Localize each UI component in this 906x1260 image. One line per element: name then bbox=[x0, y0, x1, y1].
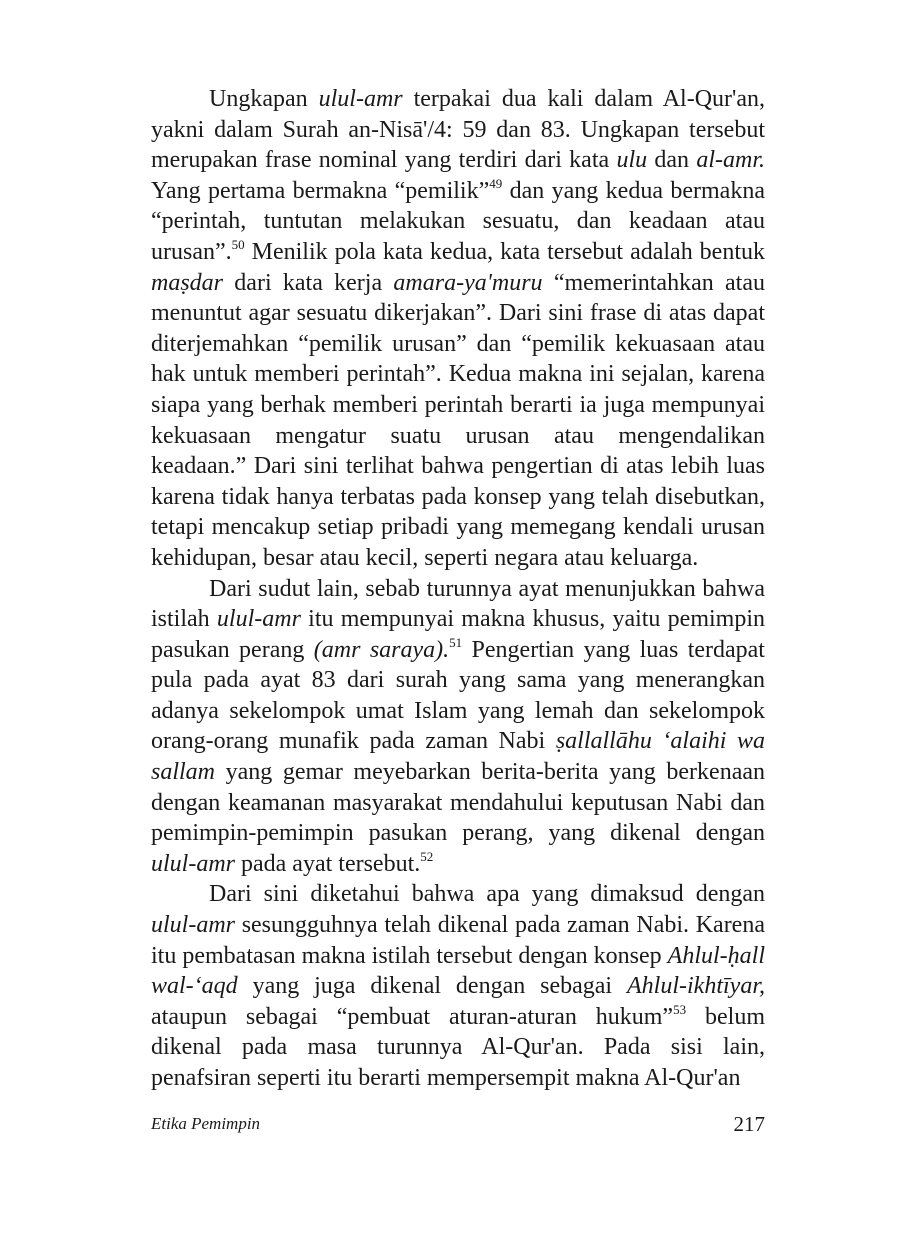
italic-term: maṣdar bbox=[151, 269, 224, 296]
text-run: dari kata kerja bbox=[223, 269, 394, 296]
footnote-ref: 53 bbox=[673, 1001, 687, 1017]
footnote-ref: 52 bbox=[420, 848, 434, 864]
text-run: “memerintahkan atau menuntut agar sesuatu dikerjakan”. Dari sini frase di atas dapat diterjemahkan “pemilik urusan” dan “pemilik kekuasaan atau hak untuk memberi perintah”. Kedua makna ini sejalan, karena siapa yang berhak memberi perintah berarti ia juga mempunyai kekuasaan mengatur suatu urusan atau mengendalikan keadaan.” Dari sini terlihat bahwa pengertian di atas lebih luas karena tidak hanya terbatas pada konsep yang telah disebutkan, tetapi mencakup setiap pribadi yang memegang kendali urusan kehidupan, besar atau kecil, seperti negara atau keluarga. bbox=[151, 269, 765, 571]
italic-term: Ahlul-ikhtīyar, bbox=[627, 973, 765, 1000]
italic-term: ulul-amr bbox=[216, 606, 301, 633]
paragraph-2 bbox=[151, 574, 765, 880]
footnote-ref: 50 bbox=[231, 236, 245, 252]
italic-term: ulul-amr bbox=[151, 912, 235, 939]
text-run: Pengertian yang luas terdapat pula pada ayat 83 dari surah yang sama yang menerangkan adanya sekelompok umat Islam yang lemah dan sekelompok orang-orang munafik pada zaman Nabi bbox=[151, 636, 765, 755]
footnote-ref: 51 bbox=[449, 634, 463, 650]
text-run: dan yang kedua bermakna “perintah, tuntutan melakukan sesuatu, dan keadaan atau urusan”. bbox=[151, 177, 765, 265]
body-text bbox=[151, 84, 765, 1094]
italic-term: ulu bbox=[616, 147, 648, 174]
italic-term: ulul-amr bbox=[151, 850, 235, 877]
running-title: Etika Pemimpin bbox=[151, 1114, 261, 1133]
text-run: Dari sudut lain, sebab turunnya ayat menunjukkan bahwa istilah bbox=[151, 575, 765, 633]
footnote-ref: 49 bbox=[489, 175, 503, 191]
page-number: 217 bbox=[733, 1112, 765, 1136]
text-run: terpakai dua kali dalam Al-Qur'an, yakni dalam Surah an-Nisā'/4: 59 dan 83. Ungkapan tersebut merupakan frase nominal yang terdiri dari kata bbox=[151, 86, 765, 174]
text-run: Menilik pola kata kedua, kata tersebut adalah bentuk bbox=[244, 238, 765, 265]
text-run: yang juga dikenal dengan sebagai bbox=[237, 973, 628, 1000]
page-footer bbox=[151, 1112, 765, 1142]
text-run: yang gemar meyebarkan berita-berita yang berkenaan dengan keamanan masyarakat mendahului keputusan Nabi dan pemimpin-pemimpin pasukan perang, yang dikenal dengan bbox=[151, 759, 765, 847]
text-run: sesungguhnya telah dikenal pada zaman Nabi. Karena itu pembatasan makna istilah tersebut dengan konsep bbox=[151, 912, 765, 969]
text-run: pada ayat tersebut. bbox=[235, 850, 421, 877]
text-run: Yang pertama bermakna “pemilik” bbox=[151, 177, 490, 204]
text-run: Ungkapan bbox=[209, 86, 319, 112]
text-run: itu mempunyai makna khusus, yaitu pemimpin pasukan perang bbox=[151, 606, 766, 663]
italic-term: al-amr. bbox=[696, 147, 765, 174]
paragraph-1 bbox=[151, 84, 765, 574]
text-run: Dari sini diketahui bahwa apa yang dimaksud dengan bbox=[209, 881, 765, 908]
text-run: belum dikenal pada masa turunnya Al-Qur'an. Pada sisi lain, penafsiran seperti itu berarti mempersempit makna Al-Qur'an bbox=[151, 1003, 765, 1091]
paragraph-3 bbox=[151, 879, 765, 1093]
text-run: dan bbox=[647, 147, 697, 174]
italic-term: (amr saraya). bbox=[313, 636, 450, 663]
italic-term: amara-ya'muru bbox=[393, 269, 543, 296]
italic-term: ṣallallāhu ‘alaihi wa sallam bbox=[151, 728, 766, 786]
text-run: ataupun sebagai “pembuat aturan-aturan hukum” bbox=[151, 1003, 674, 1030]
italic-term: Ahlul-ḥall wal-‘aqd bbox=[151, 942, 765, 1000]
italic-term: ulul-amr bbox=[318, 86, 403, 112]
